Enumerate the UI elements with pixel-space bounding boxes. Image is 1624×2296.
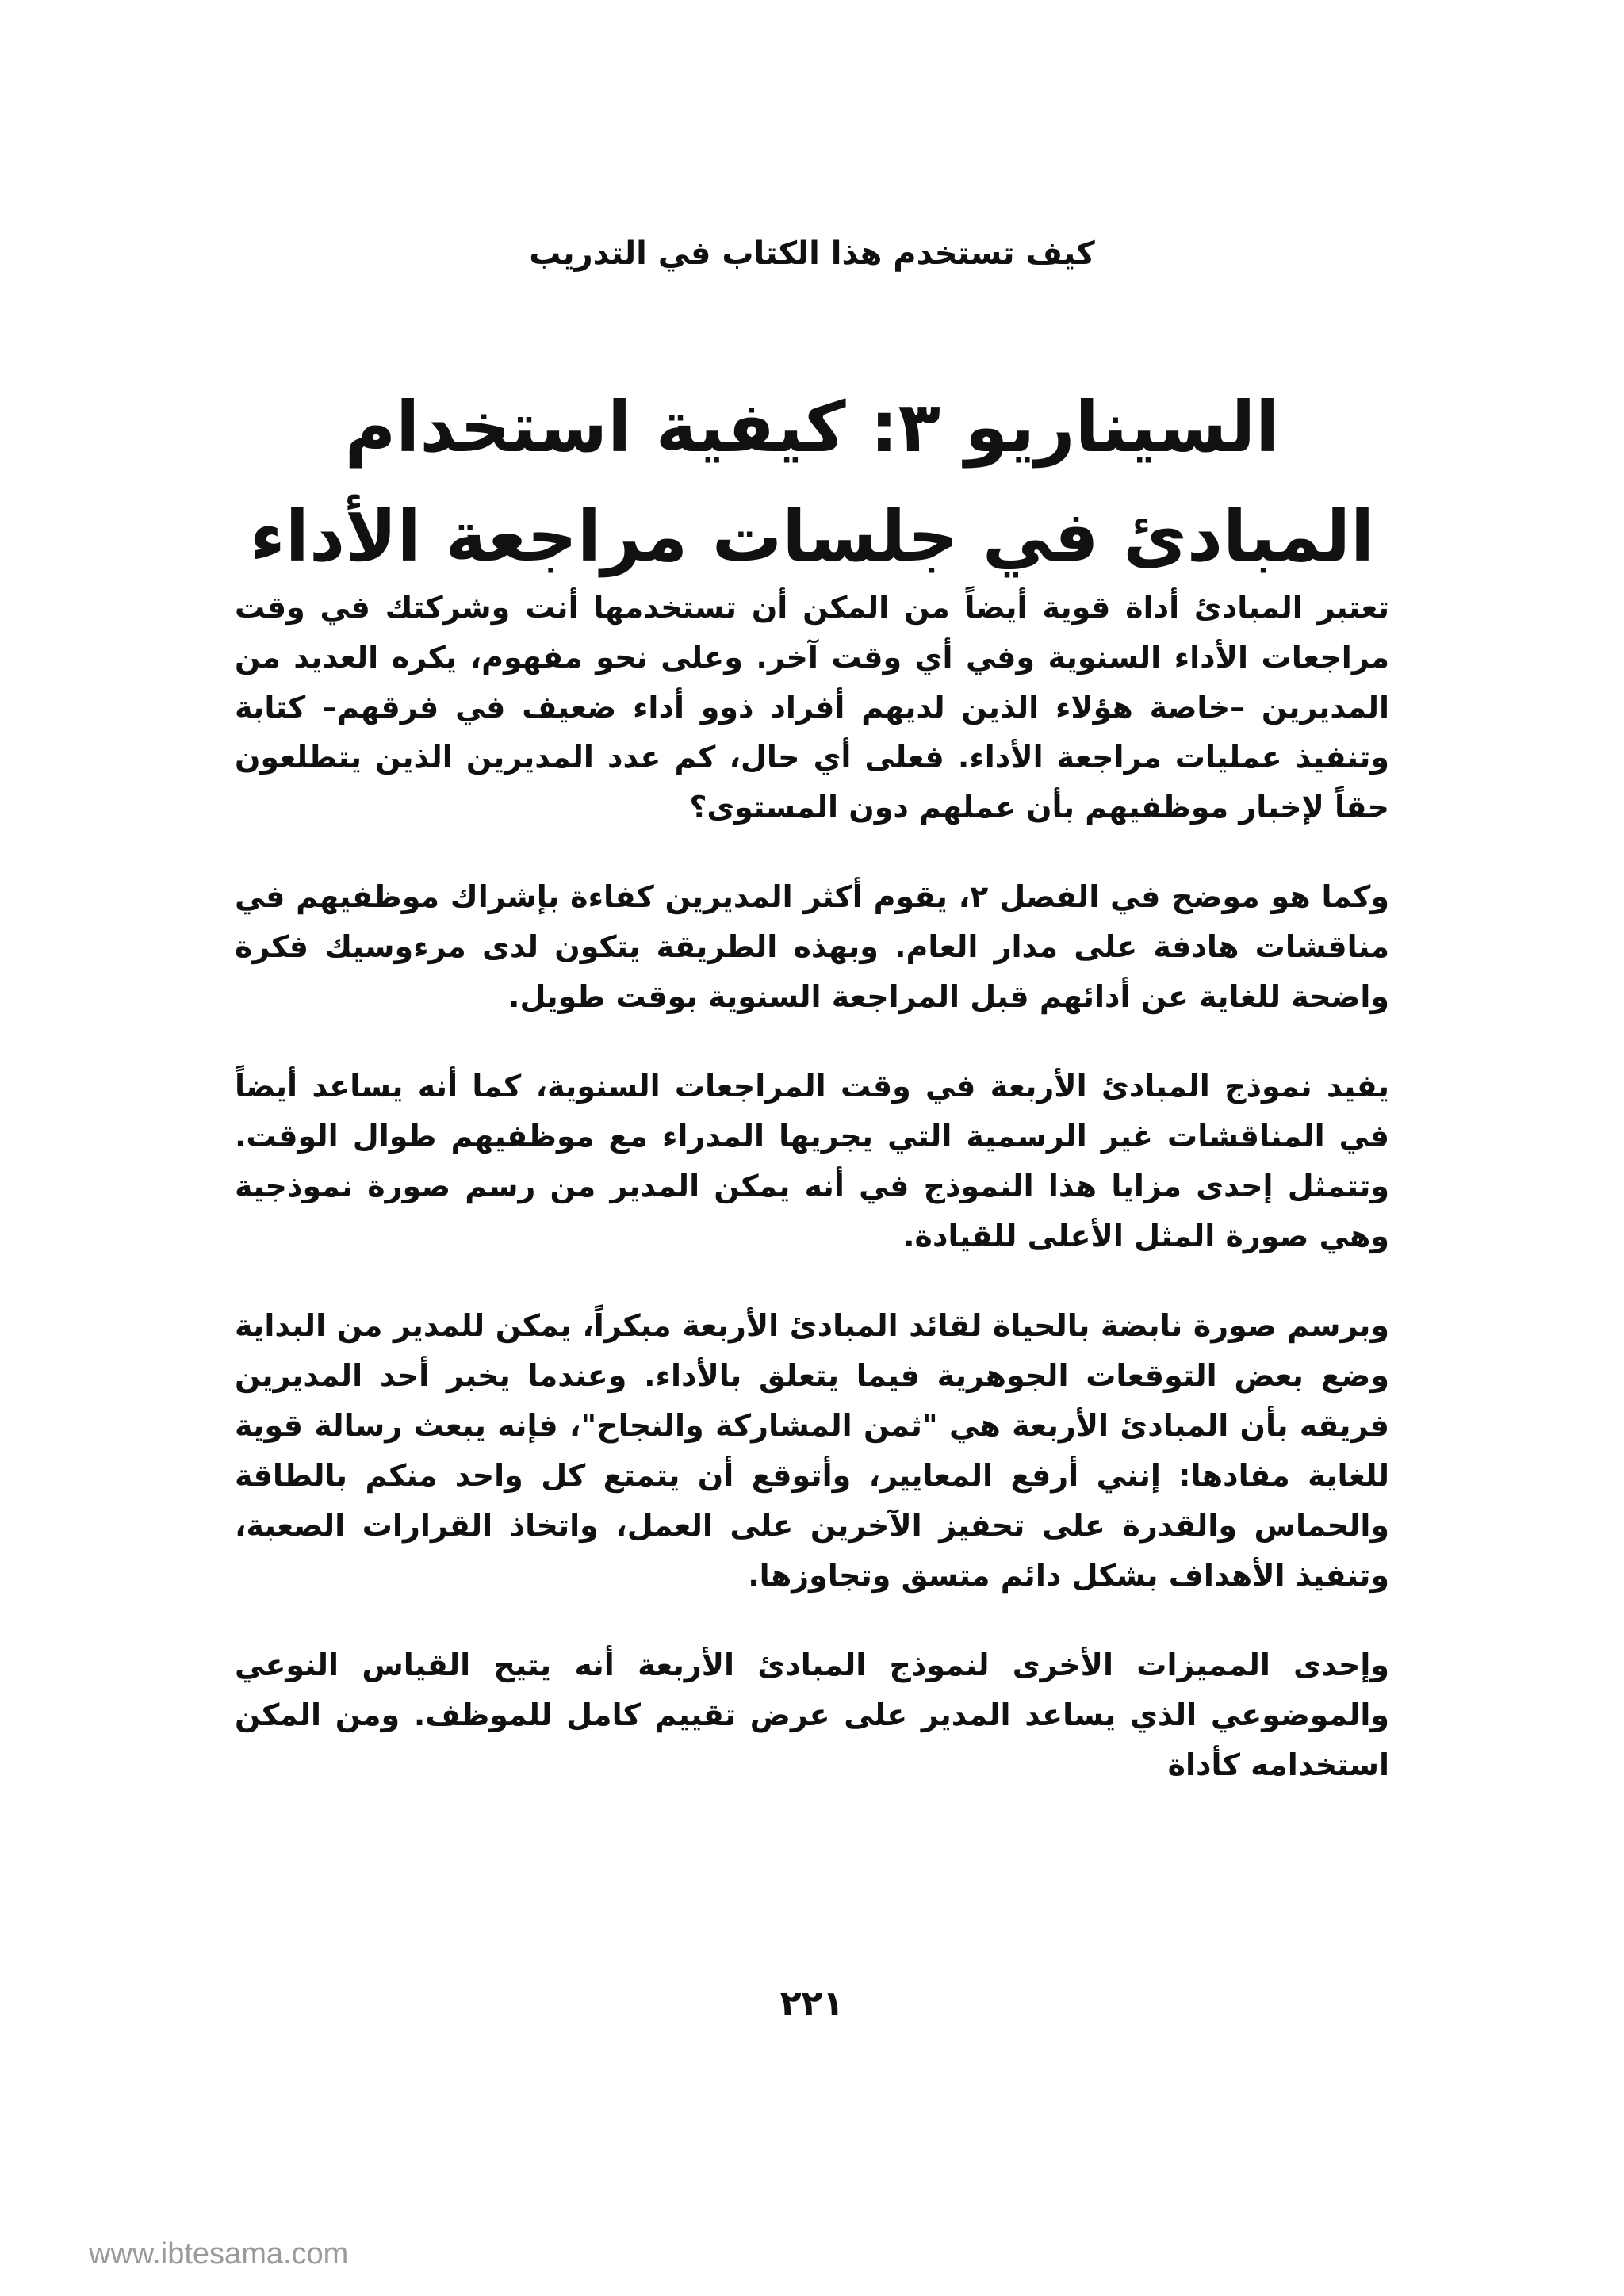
paragraph-1: تعتبر المبادئ أداة قوية أيضاً من المكن أن تستخدمها أنت وشركتك في وقت مراجعات الأداء السنوية وفي أي وقت آخر. وعلى نحو مفهوم، يكره العديد من المديرين –خاصة هؤلاء الذين لديهم أفراد ذوو أداء ضعيف في فرقهم– كتابة وتنفيذ عمليات مراجعة الأداء. فعلى أي حال، كم عدد المديرين الذين يتطلعون حقاً لإخبار موظفيهم بأن عملهم دون المستوى؟: [235, 590, 1389, 825]
body-text: [235, 583, 1389, 1830]
watermark-url: www.ibtesama.com: [89, 2237, 349, 2271]
chapter-title: السيناريو ٣: كيفية استخدام المبادئ في جلسات مراجعة الأداء: [249, 386, 1375, 577]
page-number: ٢٢١: [779, 1984, 845, 2024]
paragraph-5: وإحدى المميزات الأخرى لنموذج المبادئ الأربعة أنه يتيح القياس النوعي والموضوعي الذي يساعد المدير على عرض تقييم كامل للموظف. ومن المكن استخدامه كأداة: [235, 1647, 1389, 1782]
paragraph-2: وكما هو موضح في الفصل ٢، يقوم أكثر المديرين كفاءة بإشراك موظفيهم في مناقشات هادفة على مدار العام. وبهذه الطريقة يتكون لدى مرءوسيك فكرة واضحة للغاية عن أدائهم قبل المراجعة السنوية بوقت طويل.: [235, 879, 1389, 1014]
paragraph-3: يفيد نموذج المبادئ الأربعة في وقت المراجعات السنوية، كما أنه يساعد أيضاً في المناقشات غير الرسمية التي يجريها المدراء مع موظفيهم طوال الوقت. وتتمثل إحدى مزايا هذا النموذج في أنه يمكن المدير من رسم صورة نموذجية وهي صورة المثل الأعلى للقيادة.: [235, 1069, 1389, 1253]
paragraph-4: وبرسم صورة نابضة بالحياة لقائد المبادئ الأربعة مبكراً، يمكن للمدير من البداية وضع بعض التوقعات الجوهرية فيما يتعلق بالأداء. وعندما يخبر أحد المديرين فريقه بأن المبادئ الأربعة هي "ثمن المشاركة والنجاح"، فإنه يبعث رسالة قوية للغاية مفادها: إنني أرفع المعايير، وأتوقع أن يتمتع كل واحد منكم بالطاقة والحماس والقدرة على تحفيز الآخرين على العمل، واتخاذ القرارات الصعبة، وتنفيذ الأهداف بشكل دائم متسق وتجاوزها.: [235, 1308, 1389, 1593]
running-header: كيف تستخدم هذا الكتاب في التدريب: [529, 235, 1095, 272]
